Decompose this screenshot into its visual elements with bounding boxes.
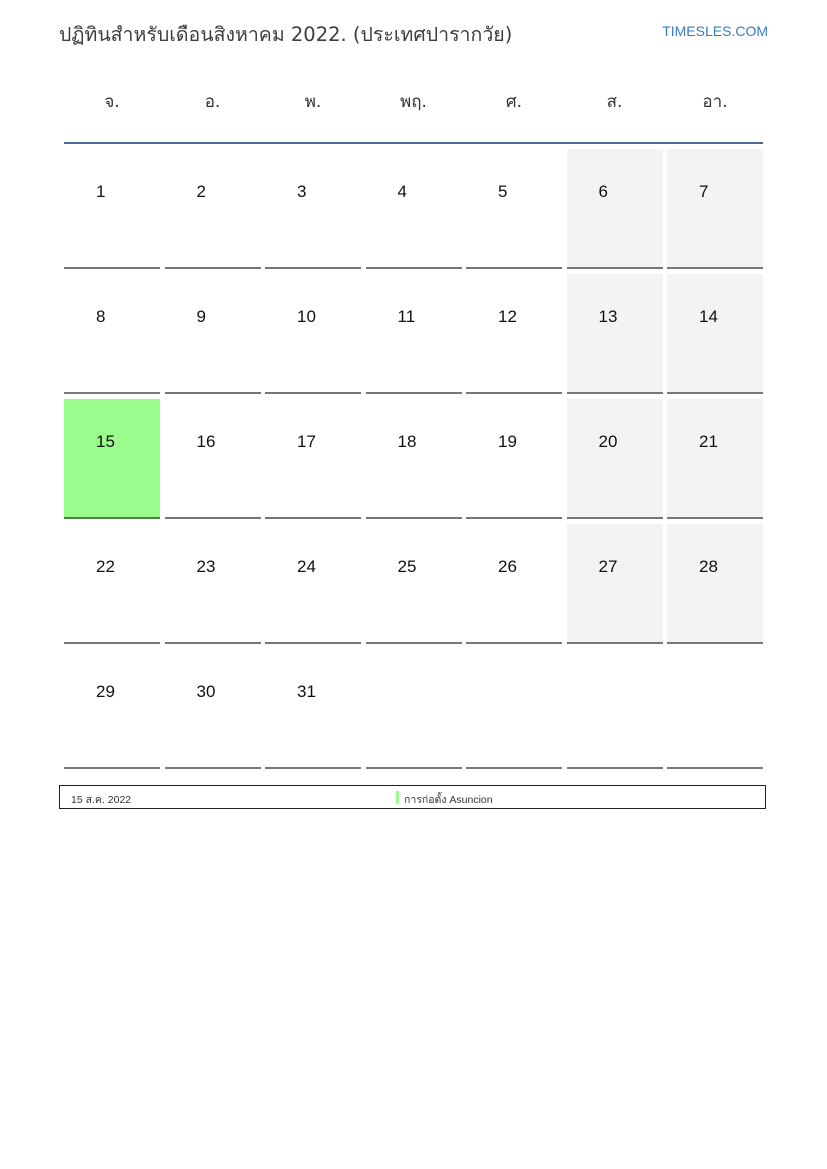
day-cell[interactable] bbox=[667, 149, 763, 269]
day-number: 21 bbox=[699, 432, 718, 451]
weekday-mon: จ. bbox=[104, 92, 120, 112]
day-cell[interactable] bbox=[366, 524, 462, 644]
day-cell[interactable] bbox=[466, 399, 562, 519]
day-number: 20 bbox=[598, 432, 618, 451]
day-cell[interactable] bbox=[265, 399, 361, 519]
weekday-header-row bbox=[64, 88, 763, 122]
day-cell[interactable] bbox=[265, 649, 361, 769]
day-number: 5 bbox=[498, 182, 508, 201]
weekday-wed: พ. bbox=[304, 92, 322, 112]
day-cell[interactable] bbox=[667, 524, 763, 644]
day-cell[interactable] bbox=[466, 524, 562, 644]
weekday-tue: อ. bbox=[204, 92, 221, 112]
day-number: 13 bbox=[598, 307, 618, 326]
day-number: 8 bbox=[96, 307, 106, 326]
day-number: 9 bbox=[196, 307, 206, 326]
day-cell[interactable] bbox=[165, 274, 261, 394]
empty-day-cell bbox=[366, 649, 462, 769]
day-cell[interactable] bbox=[165, 399, 261, 519]
day-cell[interactable] bbox=[667, 274, 763, 394]
day-number: 4 bbox=[397, 182, 407, 201]
day-number: 19 bbox=[498, 432, 517, 451]
day-number: 18 bbox=[397, 432, 417, 451]
weekday-sun: อา. bbox=[702, 92, 728, 112]
weekday-thu: พฤ. bbox=[400, 92, 427, 112]
day-number: 11 bbox=[397, 307, 416, 326]
day-number: 31 bbox=[297, 682, 316, 701]
day-number: 24 bbox=[297, 557, 316, 576]
day-number: 29 bbox=[96, 682, 115, 701]
day-number: 6 bbox=[598, 182, 608, 201]
day-cell[interactable] bbox=[64, 524, 160, 644]
day-cell[interactable] bbox=[567, 399, 663, 519]
day-cell[interactable] bbox=[265, 274, 361, 394]
day-cell[interactable] bbox=[64, 274, 160, 394]
day-cell[interactable] bbox=[64, 149, 160, 269]
day-cell[interactable] bbox=[567, 149, 663, 269]
day-cell[interactable] bbox=[265, 524, 361, 644]
day-cell[interactable] bbox=[64, 399, 160, 519]
brand-link[interactable]: TIMESLES.COM bbox=[662, 23, 768, 39]
day-cell[interactable] bbox=[366, 149, 462, 269]
day-number: 15 bbox=[96, 432, 115, 451]
day-cell[interactable] bbox=[64, 649, 160, 769]
day-number: 30 bbox=[196, 682, 216, 701]
day-number: 25 bbox=[397, 557, 417, 576]
empty-day-cell bbox=[466, 649, 562, 769]
day-number: 22 bbox=[96, 557, 115, 576]
weekday-fri: ศ. bbox=[505, 92, 523, 112]
day-cell[interactable] bbox=[466, 274, 562, 394]
day-cell[interactable] bbox=[366, 274, 462, 394]
day-number: 2 bbox=[196, 182, 206, 201]
day-cell[interactable] bbox=[165, 524, 261, 644]
day-number: 17 bbox=[297, 432, 316, 451]
day-number: 28 bbox=[699, 557, 718, 576]
day-cell[interactable] bbox=[567, 274, 663, 394]
day-number: 27 bbox=[598, 557, 618, 576]
weekday-sat: ส. bbox=[606, 92, 623, 112]
day-number: 12 bbox=[498, 307, 517, 326]
page-title: ปฏิทินสำหรับเดือนสิงหาคม 2022. (ประเทศปารากวัย) bbox=[59, 23, 513, 46]
day-number: 16 bbox=[196, 432, 216, 451]
event-name: การก่อตั้ง Asuncion bbox=[404, 794, 493, 806]
day-number: 1 bbox=[96, 182, 106, 201]
day-number: 3 bbox=[297, 182, 307, 201]
header-divider bbox=[64, 142, 763, 144]
day-number: 10 bbox=[297, 307, 316, 326]
event-date: 15 ส.ค. 2022 bbox=[71, 794, 132, 806]
day-number: 23 bbox=[196, 557, 216, 576]
day-cell[interactable] bbox=[165, 649, 261, 769]
empty-day-cell bbox=[667, 649, 763, 769]
empty-day-cell bbox=[567, 649, 663, 769]
day-cell[interactable] bbox=[165, 149, 261, 269]
day-cell[interactable] bbox=[366, 399, 462, 519]
day-number: 7 bbox=[699, 182, 709, 201]
day-cell[interactable] bbox=[466, 149, 562, 269]
day-cell[interactable] bbox=[567, 524, 663, 644]
event-footer bbox=[59, 785, 766, 809]
day-number: 14 bbox=[699, 307, 718, 326]
day-cell[interactable] bbox=[265, 149, 361, 269]
day-cell[interactable] bbox=[667, 399, 763, 519]
day-number: 26 bbox=[498, 557, 517, 576]
